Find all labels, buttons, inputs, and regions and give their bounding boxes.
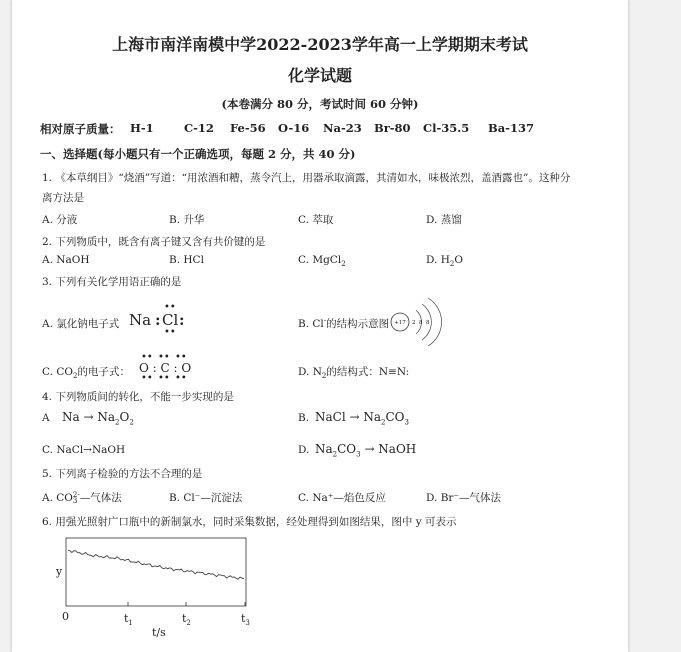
q3-option-c-dots-top-3: ••	[175, 352, 187, 363]
q3-option-c-dots-top-2: ••	[158, 352, 170, 363]
q3-option-a-label: A. 氯化钠电子式	[42, 318, 120, 330]
q4-option-d-label: D.	[298, 444, 310, 456]
atomic-mass-fe: Fe-56	[230, 121, 266, 135]
y-axis-label: y	[56, 565, 63, 578]
atomic-mass-label: 相对原子质量：	[40, 122, 121, 136]
q1-option-a: A. 分液	[42, 214, 78, 226]
exam-note: (本卷满分 80 分，考试时间 60 分钟)	[221, 97, 419, 111]
vertical-scrollbar[interactable]	[671, 0, 681, 652]
q3-option-a-cl: Cl	[162, 311, 179, 329]
q2-stem: 2. 下列物质中，既含有离子键又含有共价键的是	[42, 236, 266, 248]
q3-option-c-dots-bottom-2: ••	[158, 373, 170, 384]
nucleus-charge: +17	[394, 320, 406, 326]
atomic-mass-cl: Cl-35.5	[423, 121, 470, 135]
q3-option-b: B. Cl-的结构示意图	[298, 316, 390, 330]
shell-arc-3	[428, 298, 442, 346]
q3-option-c-dots-bottom-1: ••	[141, 373, 153, 384]
q2-option-b: B. HCl	[169, 254, 204, 266]
q3-option-a-dots-top: ••	[164, 302, 176, 313]
shell-electrons-3: 8	[426, 320, 430, 326]
q5-stem: 5. 下列离子检验的方法不合理的是	[42, 468, 203, 480]
atomic-mass-br: Br-80	[374, 121, 411, 135]
q4-option-a: $Na \to Na_2O_2$	[62, 410, 134, 427]
atomic-mass-na: Na-23	[323, 121, 362, 135]
q1-stem-line2: 离方法是	[42, 192, 84, 204]
cl-ion-structure-diagram	[388, 292, 448, 352]
q4-option-b-label: B.	[298, 412, 310, 424]
atomic-mass-h: H-1	[130, 121, 154, 135]
q1-option-c: C. 萃取	[298, 214, 334, 226]
x-tick-label-t1: $t_1$	[124, 612, 133, 627]
q1-option-b: B. 升华	[169, 214, 205, 226]
shell-electrons-1: 2	[412, 320, 416, 326]
q5-option-a: A. CO 2- 3 —气体法	[42, 491, 122, 505]
x-tick-label-t2: $t_2$	[182, 612, 191, 627]
q4-stem: 4. 下列物质间的转化，不能一步实现的是	[42, 391, 234, 403]
exam-title: 上海市南洋南模中学2022-2023学年高一上学期期末考试	[112, 35, 528, 54]
q3-option-a-colon-right: :	[179, 311, 185, 329]
q1-option-d: D. 蒸馏	[426, 214, 462, 226]
q6-stem: 6. 用强光照射广口瓶中的新制氯水，同时采集数据，经处理得到如图结果，图中 y 可表示	[42, 516, 457, 528]
q4-option-a-label: A	[42, 412, 50, 424]
atomic-mass-o: O-16	[278, 121, 310, 135]
q3-option-c-dots-bottom-3: ••	[175, 373, 187, 384]
q3-stem: 3. 下列有关化学用语正确的是	[42, 276, 182, 288]
q5-option-d: D. Br⁻—气体法	[426, 492, 501, 504]
exam-subtitle: 化学试题	[287, 66, 352, 85]
atomic-mass-ba: Ba-137	[488, 121, 534, 135]
q2-option-c: C. MgCl$_2$	[298, 254, 346, 269]
q3-option-c-label: C. $CO_2$的电子式：	[42, 366, 130, 381]
q2-option-d: D. $H_2O$	[426, 254, 463, 269]
q3-option-c-dots-top-1: ••	[141, 352, 153, 363]
q3-option-d: D. $N_2$的结构式：N≡N:	[298, 366, 410, 381]
chart-frame	[66, 538, 246, 606]
q3-option-a-colon-left: :	[155, 311, 161, 329]
q2-option-a: A. NaOH	[42, 254, 90, 266]
atomic-mass-c: C-12	[184, 121, 214, 135]
shell-electrons-2: 8	[419, 320, 423, 326]
x-tick-label-t3: $t_3$	[241, 612, 250, 627]
x-axis-label: t/s	[152, 626, 166, 639]
q3-option-c-formula: O : C : O	[139, 361, 192, 375]
q5-option-c: C. Na⁺—焰色反应	[298, 492, 386, 504]
q3-option-a-dots-bottom: ••	[164, 327, 176, 338]
document-page	[12, 0, 628, 652]
origin-label: 0	[62, 610, 69, 623]
q6-chart	[52, 532, 262, 642]
q4-option-c: C. NaCl→NaOH	[42, 444, 126, 456]
q1-stem-line1: 1. 《本草纲目》“烧酒”写道：“用浓酒和糟，蒸令汽上，用器承取滴露，其清如水，味极浓烈，盖酒露也”。这种分	[42, 172, 571, 184]
section-heading: 一、选择题(每小题只有一个正确选项，每题 2 分，共 40 分)	[40, 147, 356, 161]
q3-option-a-na: Na	[129, 311, 152, 329]
series-line-y	[68, 550, 244, 579]
q4-option-b: NaCl → $Na_2CO_3$	[315, 410, 409, 427]
q4-option-d: $Na_2CO_3$ → NaOH	[315, 442, 417, 459]
q5-option-b: B. Cl⁻—沉淀法	[169, 492, 243, 504]
